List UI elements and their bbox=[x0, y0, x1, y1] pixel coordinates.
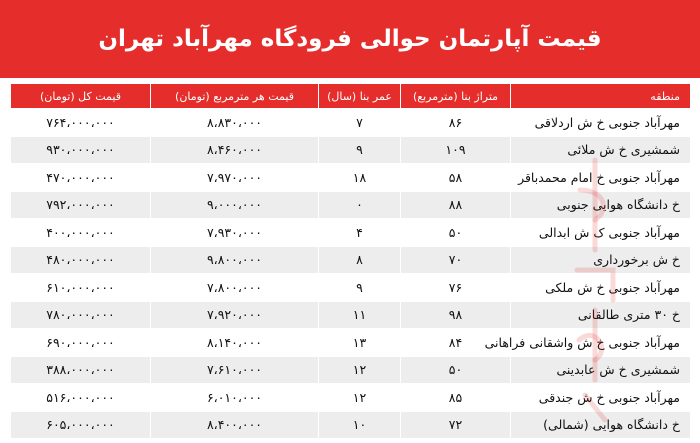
cell-age: ۰ bbox=[319, 191, 401, 219]
table-row bbox=[11, 219, 691, 247]
cell-total-price: ۶۰۵،۰۰۰،۰۰۰ bbox=[11, 411, 151, 439]
cell-region: خ ۳۰ متری طالقانی bbox=[511, 301, 691, 329]
cell-area: ۷۶ bbox=[401, 274, 511, 302]
cell-region: خ ش برخورداری bbox=[511, 246, 691, 274]
cell-price-per-meter: ۶،۰۱۰،۰۰۰ bbox=[151, 384, 319, 412]
table-header bbox=[11, 84, 691, 109]
cell-age: ۸ bbox=[319, 246, 401, 274]
cell-price-per-meter: ۸،۴۰۰،۰۰۰ bbox=[151, 411, 319, 439]
cell-region: خ دانشگاه هوایی جنوبی bbox=[511, 191, 691, 219]
cell-age: ۱۲ bbox=[319, 356, 401, 384]
cell-price-per-meter: ۸،۴۶۰،۰۰۰ bbox=[151, 136, 319, 164]
cell-region: مهرآباد جنوبی خ ش ملکی bbox=[511, 274, 691, 302]
page-title: قیمت آپارتمان حوالی فرودگاه مهرآباد تهران bbox=[0, 0, 700, 78]
cell-age: ۹ bbox=[319, 274, 401, 302]
cell-area: ۸۵ bbox=[401, 384, 511, 412]
table-row bbox=[11, 136, 691, 164]
table-row bbox=[11, 356, 691, 384]
table-row bbox=[11, 191, 691, 219]
header-price-per-meter: قیمت هر مترمربع (تومان) bbox=[151, 84, 319, 109]
table-row bbox=[11, 384, 691, 412]
table-row bbox=[11, 301, 691, 329]
cell-price-per-meter: ۹،۰۰۰،۰۰۰ bbox=[151, 191, 319, 219]
cell-area: ۷۰ bbox=[401, 246, 511, 274]
cell-total-price: ۷۹۲،۰۰۰،۰۰۰ bbox=[11, 191, 151, 219]
cell-region: شمشیری خ ش ملائی bbox=[511, 136, 691, 164]
cell-total-price: ۴۰۰،۰۰۰،۰۰۰ bbox=[11, 219, 151, 247]
cell-region: شمشیری خ ش عابدینی bbox=[511, 356, 691, 384]
cell-area: ۵۰ bbox=[401, 219, 511, 247]
cell-price-per-meter: ۷،۶۱۰،۰۰۰ bbox=[151, 356, 319, 384]
cell-region: مهرآباد جنوبی ک ش ابدالی bbox=[511, 219, 691, 247]
cell-total-price: ۶۹۰،۰۰۰،۰۰۰ bbox=[11, 329, 151, 357]
cell-total-price: ۷۸۰،۰۰۰،۰۰۰ bbox=[11, 301, 151, 329]
header-row bbox=[11, 84, 691, 109]
table-row bbox=[11, 411, 691, 439]
table-body bbox=[11, 109, 691, 439]
cell-price-per-meter: ۸،۱۴۰،۰۰۰ bbox=[151, 329, 319, 357]
cell-total-price: ۴۸۰،۰۰۰،۰۰۰ bbox=[11, 246, 151, 274]
cell-region: مهرآباد جنوبی خ ش واشقانی فراهانی bbox=[511, 329, 691, 357]
cell-price-per-meter: ۹،۸۰۰،۰۰۰ bbox=[151, 246, 319, 274]
cell-price-per-meter: ۷،۸۰۰،۰۰۰ bbox=[151, 274, 319, 302]
header-age: عمر بنا (سال) bbox=[319, 84, 401, 109]
table-row bbox=[11, 164, 691, 192]
cell-age: ۱۱ bbox=[319, 301, 401, 329]
cell-area: ۸۶ bbox=[401, 109, 511, 137]
cell-total-price: ۵۱۶،۰۰۰،۰۰۰ bbox=[11, 384, 151, 412]
cell-price-per-meter: ۷،۹۷۰،۰۰۰ bbox=[151, 164, 319, 192]
cell-total-price: ۶۱۰،۰۰۰،۰۰۰ bbox=[11, 274, 151, 302]
cell-area: ۷۲ bbox=[401, 411, 511, 439]
table-row bbox=[11, 109, 691, 137]
cell-area: ۱۰۹ bbox=[401, 136, 511, 164]
cell-price-per-meter: ۷،۹۲۰،۰۰۰ bbox=[151, 301, 319, 329]
cell-price-per-meter: ۷،۹۳۰،۰۰۰ bbox=[151, 219, 319, 247]
cell-area: ۸۸ bbox=[401, 191, 511, 219]
cell-area: ۸۴ bbox=[401, 329, 511, 357]
cell-age: ۱۲ bbox=[319, 384, 401, 412]
cell-total-price: ۷۶۴،۰۰۰،۰۰۰ bbox=[11, 109, 151, 137]
cell-area: ۵۸ bbox=[401, 164, 511, 192]
table-row bbox=[11, 329, 691, 357]
cell-region: مهرآباد جنوبی خ امام محمدباقر bbox=[511, 164, 691, 192]
header-area: متراژ بنا (مترمربع) bbox=[401, 84, 511, 109]
cell-region: خ دانشگاه هوایی (شمالی) bbox=[511, 411, 691, 439]
cell-region: مهرآباد جنوبی خ ش جندقی bbox=[511, 384, 691, 412]
cell-age: ۱۰ bbox=[319, 411, 401, 439]
price-table bbox=[10, 83, 691, 439]
cell-age: ۱۸ bbox=[319, 164, 401, 192]
cell-area: ۵۰ bbox=[401, 356, 511, 384]
header-region: منطقه bbox=[511, 84, 691, 109]
table-row bbox=[11, 274, 691, 302]
cell-area: ۹۸ bbox=[401, 301, 511, 329]
cell-region: مهرآباد جنوبی خ ش اردلاقی bbox=[511, 109, 691, 137]
cell-age: ۹ bbox=[319, 136, 401, 164]
cell-age: ۴ bbox=[319, 219, 401, 247]
table-row bbox=[11, 246, 691, 274]
cell-total-price: ۹۳۰،۰۰۰،۰۰۰ bbox=[11, 136, 151, 164]
cell-age: ۱۳ bbox=[319, 329, 401, 357]
cell-price-per-meter: ۸،۸۳۰،۰۰۰ bbox=[151, 109, 319, 137]
cell-total-price: ۳۸۸،۰۰۰،۰۰۰ bbox=[11, 356, 151, 384]
cell-total-price: ۴۷۰،۰۰۰،۰۰۰ bbox=[11, 164, 151, 192]
cell-age: ۷ bbox=[319, 109, 401, 137]
header-total-price: قیمت کل (تومان) bbox=[11, 84, 151, 109]
